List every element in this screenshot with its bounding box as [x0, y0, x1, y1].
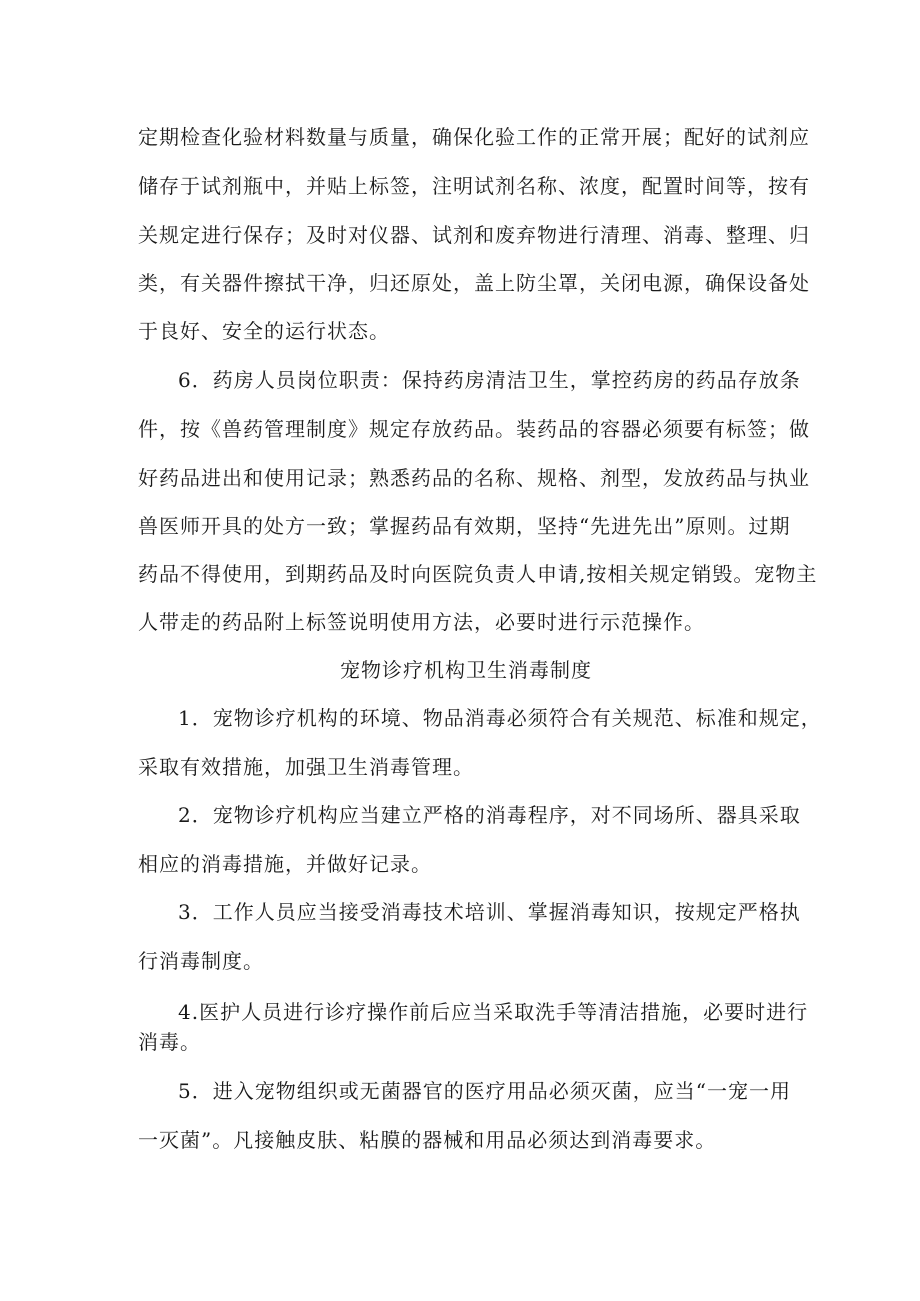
rule-line: 行消毒制度。	[138, 949, 264, 973]
rule-line: 3．工作人员应当接受消毒技术培训、掌握消毒知识，按规定严格执	[178, 900, 801, 924]
paragraph-line: 人带走的药品附上标签说明使用方法，必要时进行示范操作。	[138, 610, 705, 634]
paragraph-line: 件，按《兽药管理制度》规定存放药品。装药品的容器必须要有标签；做	[138, 417, 810, 441]
paragraph-line: 于良好、安全的运行状态。	[138, 319, 390, 343]
paragraph-line: 药品不得使用，到期药品及时向医院负责人申请,按相关规定销毁。宠物主	[138, 562, 818, 586]
paragraph-line: 兽医师开具的处方一致；掌握药品有效期，坚持“先进先出”原则。过期	[138, 514, 791, 538]
rule-line: 采取有效措施，加强卫生消毒管理。	[138, 755, 474, 779]
paragraph-line: 好药品进出和使用记录；熟悉药品的名称、规格、剂型，发放药品与执业	[138, 466, 810, 490]
paragraph-line: 储存于试剂瓶中，并贴上标签，注明试剂名称、浓度，配置时间等，按有	[138, 174, 810, 198]
rule-line: 一灭菌”。凡接触皮肤、粘膜的器械和用品必须达到消毒要求。	[138, 1128, 717, 1152]
rule-line: 消毒。	[138, 1030, 201, 1054]
rule-line: 2．宠物诊疗机构应当建立严格的消毒程序，对不同场所、器具采取	[178, 803, 801, 827]
rule-line: 相应的消毒措施，并做好记录。	[138, 852, 432, 876]
paragraph-line: 关规定进行保存；及时对仪器、试剂和废弃物进行清理、消毒、整理、归	[138, 223, 810, 247]
paragraph-line: 定期检查化验材料数量与质量，确保化验工作的正常开展；配好的试剂应	[138, 125, 810, 149]
rule-line: 5．进入宠物组织或无菌器官的医疗用品必须灭菌，应当“一宠一用	[178, 1079, 791, 1103]
rule-line: 4.医护人员进行诊疗操作前后应当采取洗手等清洁措施，必要时进行	[178, 1000, 809, 1024]
paragraph-line: 类，有关器件擦拭干净，归还原处，盖上防尘罩，关闭电源，确保设备处	[138, 271, 810, 295]
paragraph-line: 6．药房人员岗位职责：保持药房清洁卫生，掌控药房的药品存放条	[178, 368, 801, 392]
rule-line: 1．宠物诊疗机构的环境、物品消毒必须符合有关规范、标准和规定，	[178, 706, 822, 730]
section-title: 宠物诊疗机构卫生消毒制度	[340, 658, 592, 682]
